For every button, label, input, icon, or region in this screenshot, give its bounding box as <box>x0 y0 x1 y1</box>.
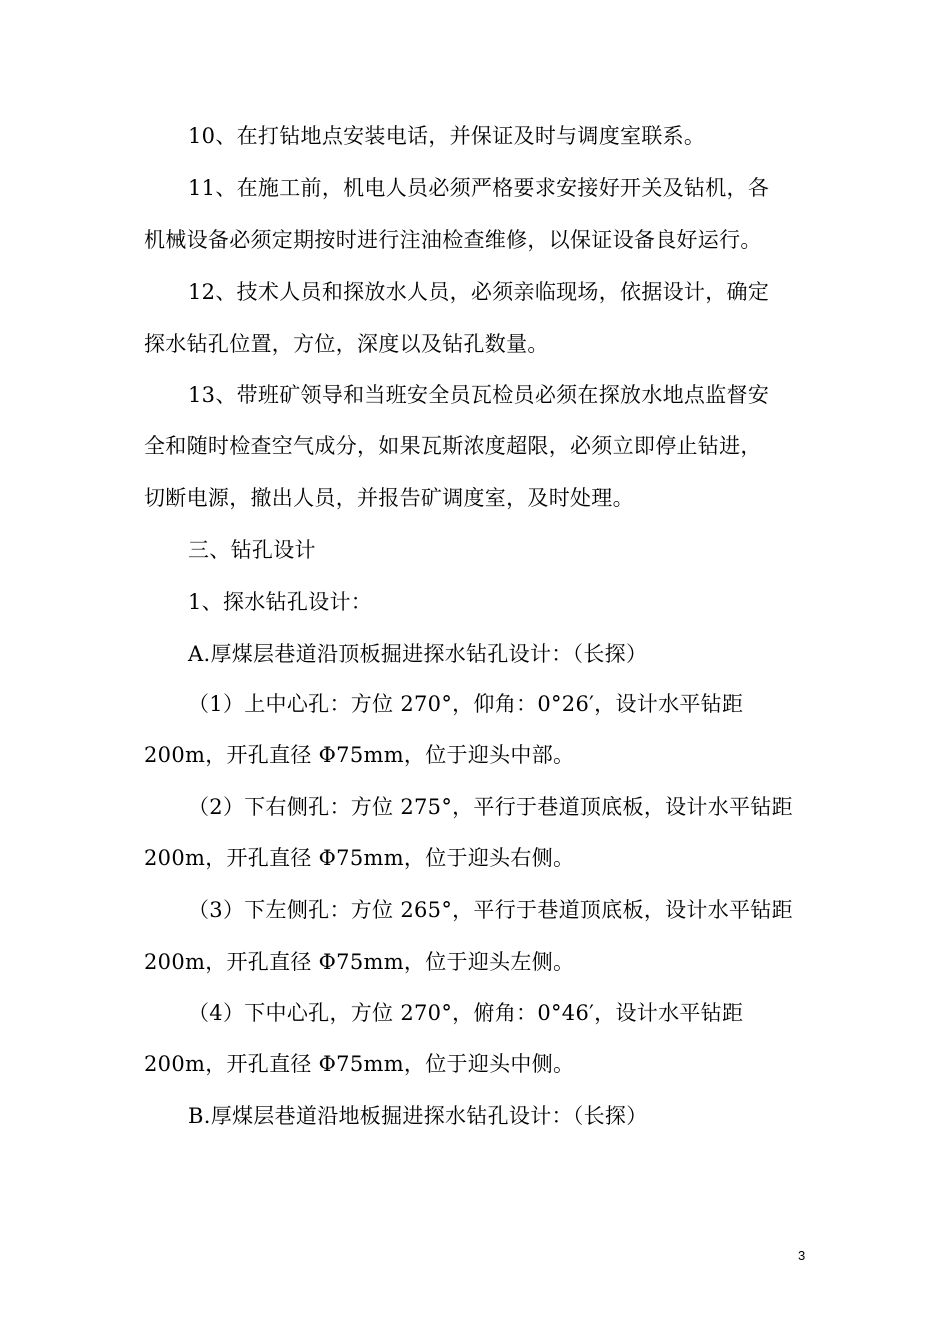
paragraph-12-line-1: 12、技术人员和探放水人员，必须亲临现场，依据设计，确定 <box>188 280 770 304</box>
subsection-heading: 1、探水钻孔设计： <box>188 590 373 614</box>
paragraph-13-line-1: 13、带班矿领导和当班安全员瓦检员必须在探放水地点监督安 <box>188 383 770 407</box>
section-heading: 三、钻孔设计 <box>188 538 316 562</box>
design-b-heading: B.厚煤层巷道沿地板掘进探水钻孔设计：（长探） <box>188 1104 648 1128</box>
hole-3-line-1: （3）下左侧孔：方位 265°，平行于巷道顶底板，设计水平钻距 <box>188 898 793 922</box>
paragraph-13-line-2: 全和随时检查空气成分，如果瓦斯浓度超限，必须立即停止钻进， <box>144 434 762 458</box>
hole-4-line-2: 200m，开孔直径 Φ75mm，位于迎头中侧。 <box>144 1052 575 1076</box>
hole-2-line-2: 200m，开孔直径 Φ75mm，位于迎头右侧。 <box>144 846 575 870</box>
paragraph-11-line-2: 机械设备必须定期按时进行注油检查维修，以保证设备良好运行。 <box>144 228 762 252</box>
paragraph-12-line-2: 探水钻孔位置，方位，深度以及钻孔数量。 <box>144 332 549 356</box>
hole-4-line-1: （4）下中心孔，方位 270°，俯角：0°46′，设计水平钻距 <box>188 1001 744 1025</box>
hole-1-line-2: 200m，开孔直径 Φ75mm，位于迎头中部。 <box>144 743 575 767</box>
hole-1-line-1: （1）上中心孔：方位 270°，仰角：0°26′，设计水平钻距 <box>188 692 744 716</box>
paragraph-13-line-3: 切断电源，撤出人员，并报告矿调度室，及时处理。 <box>144 486 634 510</box>
paragraph-10-line-1: 10、在打钻地点安装电话，并保证及时与调度室联系。 <box>188 124 706 148</box>
design-a-heading: A.厚煤层巷道沿顶板掘进探水钻孔设计：（长探） <box>188 642 648 666</box>
hole-3-line-2: 200m，开孔直径 Φ75mm，位于迎头左侧。 <box>144 950 575 974</box>
hole-2-line-1: （2）下右侧孔：方位 275°，平行于巷道顶底板，设计水平钻距 <box>188 795 793 819</box>
paragraph-11-line-1: 11、在施工前，机电人员必须严格要求安接好开关及钻机，各 <box>188 176 770 200</box>
page-number: 3 <box>798 1248 806 1263</box>
